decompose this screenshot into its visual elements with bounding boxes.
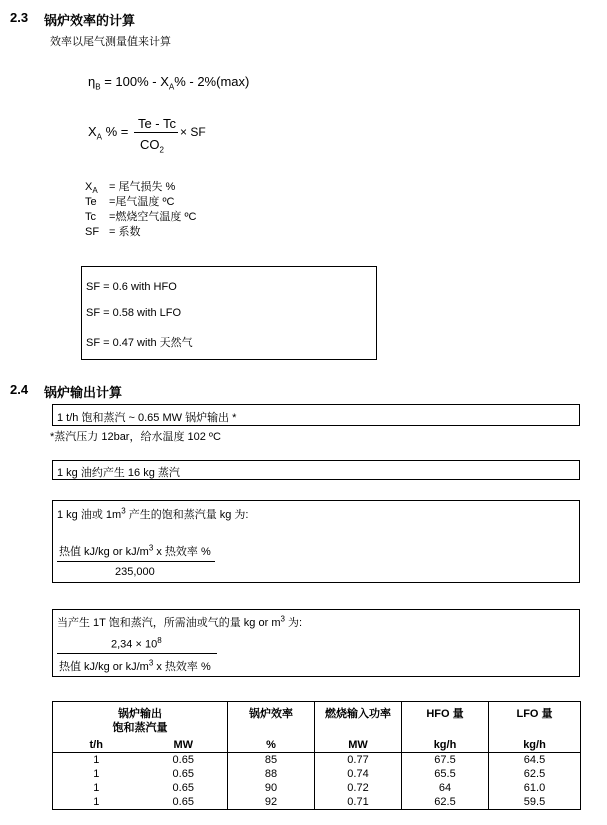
table-cell: 65.5 bbox=[402, 767, 489, 781]
fuel-per-steam-fraction-line bbox=[57, 653, 217, 654]
table-cell: 0.65 bbox=[140, 795, 228, 810]
title-part: 当产生 1T 饱和蒸汽，所需油或气的量 kg or m bbox=[57, 617, 281, 629]
table-cell: 92 bbox=[228, 795, 315, 810]
fuel-per-steam-denominator bbox=[59, 658, 211, 674]
loss-formula-denominator bbox=[140, 137, 164, 155]
table-cell: 85 bbox=[228, 753, 315, 768]
section-intro: 效率以尾气测量值来计算 bbox=[50, 36, 171, 48]
table-cell: 0.71 bbox=[315, 795, 402, 810]
table-row bbox=[53, 767, 581, 781]
header-efficiency: 锅炉效率 bbox=[228, 702, 315, 738]
header-boiler-output bbox=[53, 702, 228, 738]
table-cell: 0.72 bbox=[315, 781, 402, 795]
unit-cell: MW bbox=[140, 738, 228, 753]
numerator-sup: 3 bbox=[148, 543, 154, 553]
oil-steam-text: 1 kg 油约产生 16 kg 蒸汽 bbox=[57, 467, 180, 479]
unit-cell: kg/h bbox=[402, 738, 489, 753]
table-cell: 90 bbox=[228, 781, 315, 795]
definition-symbol: SF bbox=[85, 226, 100, 238]
steam-note: *蒸汽压力 12bar，给水温度 102 ºC bbox=[50, 431, 221, 443]
title-part: 产生的饱和蒸汽量 kg 为: bbox=[125, 509, 249, 521]
unit-cell: MW bbox=[315, 738, 402, 753]
numerator-part: x 热效率 % bbox=[153, 546, 211, 558]
section-title-2-3: 锅炉效率的计算 bbox=[44, 13, 136, 28]
unit-cell: kg/h bbox=[489, 738, 581, 753]
title-sup: 3 bbox=[280, 614, 285, 624]
table-cell: 62.5 bbox=[489, 767, 581, 781]
unit-cell: % bbox=[228, 738, 315, 753]
table-cell: 64.5 bbox=[489, 753, 581, 768]
formula1-middle: = 100% - X bbox=[100, 74, 169, 89]
boiler-output-table bbox=[52, 701, 581, 810]
numerator-part: 热值 kJ/kg or kJ/m bbox=[59, 546, 149, 558]
fuel-per-steam-box bbox=[52, 609, 580, 677]
section-number-2-3: 2.3 bbox=[10, 10, 29, 25]
definition-desc: =燃烧空气温度 ºC bbox=[109, 211, 197, 223]
loss-formula-lhs bbox=[88, 124, 128, 142]
title-sup: 3 bbox=[121, 506, 126, 516]
table-cell: 88 bbox=[228, 767, 315, 781]
header-lfo: LFO 量 bbox=[489, 702, 581, 738]
eta-symbol: η bbox=[88, 74, 96, 89]
table-cell: 61.0 bbox=[489, 781, 581, 795]
definition-symbol-subscript: A bbox=[92, 186, 98, 196]
definition-symbol: X bbox=[85, 181, 93, 193]
header-burner-input: 燃烧输入功率 bbox=[315, 702, 402, 738]
title-part: 1 kg 油或 1m bbox=[57, 509, 122, 521]
header-line: 饱和蒸汽量 bbox=[112, 722, 168, 734]
formula1-tail: % - 2%(max) bbox=[174, 74, 250, 89]
denominator-sup: 3 bbox=[148, 658, 154, 668]
xa-subscript: A bbox=[168, 82, 175, 92]
table-cell: 0.74 bbox=[315, 767, 402, 781]
loss-formula-tail: × SF bbox=[180, 125, 206, 139]
numerator-sup: 8 bbox=[157, 636, 162, 645]
sf-hfo: SF = 0.6 with HFO bbox=[86, 281, 177, 293]
section-number-2-4: 2.4 bbox=[10, 382, 29, 397]
table-cell: 0.65 bbox=[140, 767, 228, 781]
table-cell: 62.5 bbox=[402, 795, 489, 810]
fuel-per-steam-title bbox=[57, 614, 302, 630]
definition-desc: = 尾气损失 % bbox=[109, 181, 176, 193]
header-line: 锅炉输出 bbox=[118, 708, 162, 720]
table-cell: 1 bbox=[53, 767, 140, 781]
table-cell: 67.5 bbox=[402, 753, 489, 768]
oil-steam-box bbox=[52, 460, 580, 480]
lhs-symbol: X bbox=[88, 124, 97, 139]
definition-desc: = 系数 bbox=[109, 226, 141, 238]
table-cell: 1 bbox=[53, 753, 140, 768]
title-part: 为: bbox=[284, 617, 303, 629]
definition-symbol: Tc bbox=[85, 211, 96, 223]
table-cell: 0.65 bbox=[140, 781, 228, 795]
eta-subscript: B bbox=[95, 82, 101, 92]
table-cell: 1 bbox=[53, 795, 140, 810]
unit-cell: t/h bbox=[53, 738, 140, 753]
table-cell: 59.5 bbox=[489, 795, 581, 810]
lhs-tail: % = bbox=[102, 124, 129, 139]
steam-per-fuel-denominator: 235,000 bbox=[115, 566, 155, 578]
table-body bbox=[53, 753, 581, 810]
steam-output-box bbox=[52, 404, 580, 426]
table-row bbox=[53, 753, 581, 768]
loss-formula-fraction-line bbox=[134, 132, 178, 133]
definition-symbol: Te bbox=[85, 196, 97, 208]
denominator-subscript: 2 bbox=[159, 145, 164, 155]
efficiency-formula bbox=[88, 74, 249, 92]
fuel-per-steam-numerator bbox=[111, 636, 162, 651]
table-row bbox=[53, 795, 581, 810]
table-cell: 64 bbox=[402, 781, 489, 795]
numerator-part: 2,34 × 10 bbox=[111, 638, 158, 651]
section-title-2-4: 锅炉输出计算 bbox=[44, 385, 123, 400]
table-unit-row bbox=[53, 738, 581, 753]
lhs-subscript: A bbox=[96, 132, 103, 142]
steam-per-fuel-numerator bbox=[59, 543, 211, 559]
table-header-row bbox=[53, 702, 581, 738]
sf-natural-gas: SF = 0.47 with 天然气 bbox=[86, 337, 193, 349]
denominator-part: x 热效率 % bbox=[153, 661, 211, 673]
table-cell: 1 bbox=[53, 781, 140, 795]
steam-per-fuel-title bbox=[57, 506, 248, 522]
steam-per-fuel-fraction-line bbox=[57, 561, 215, 562]
steam-per-fuel-box bbox=[52, 500, 580, 583]
sf-values-box bbox=[81, 266, 377, 360]
definition-desc: =尾气温度 ºC bbox=[109, 196, 175, 208]
sf-lfo: SF = 0.58 with LFO bbox=[86, 307, 182, 319]
loss-formula-numerator: Te - Tc bbox=[137, 116, 177, 131]
denominator-text: CO bbox=[140, 137, 160, 152]
table-cell: 0.65 bbox=[140, 753, 228, 768]
denominator-part: 热值 kJ/kg or kJ/m bbox=[59, 661, 149, 673]
header-hfo: HFO 量 bbox=[402, 702, 489, 738]
steam-output-text: 1 t/h 饱和蒸汽 ~ 0.65 MW 锅炉输出 * bbox=[57, 412, 237, 424]
table-row bbox=[53, 781, 581, 795]
table-cell: 0.77 bbox=[315, 753, 402, 768]
